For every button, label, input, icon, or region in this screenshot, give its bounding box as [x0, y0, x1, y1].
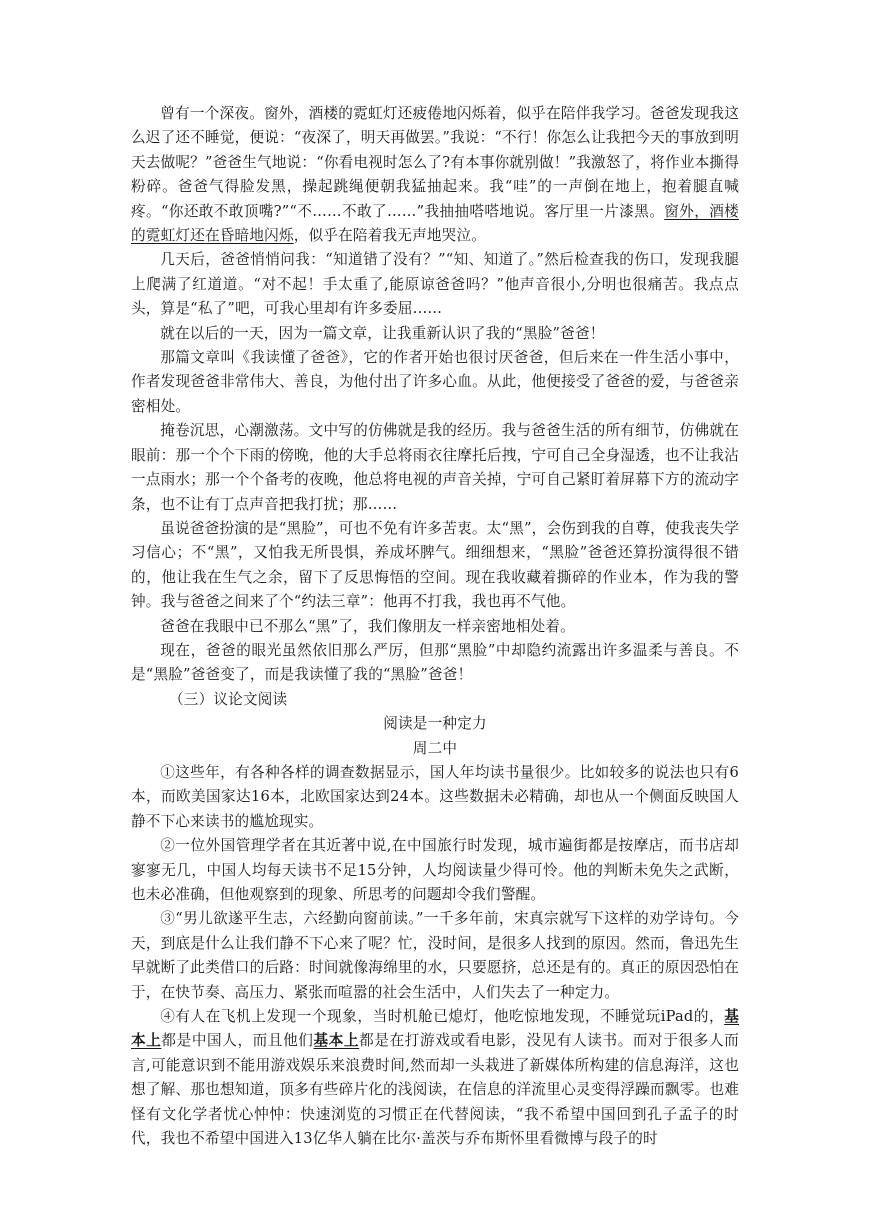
story-paragraph-8: 现在，爸爸的眼光虽然依旧那么严厉，但那“黑脸”中却隐约流露出许多温柔与善良。不是“黑脸”爸爸变了，而是我读懂了我的“黑脸”爸爸！: [131, 641, 739, 684]
essay-paragraph-3: ③“男儿欲遂平生志，六经勤向窗前读。”一千多年前，宋真宗就写下这样的劝学诗句。今天，到底是什么让我们静不下心来了呢？忙，没时间，是很多人找到的原因。然而，鲁迅先生早就断了此类借口的后路：时间就像海绵里的水，只要愿挤，总还是有的。真正的原因恐怕在于，在快节奏、高压力、紧张而喧嚣的社会生活中，人们失去了一种定力。: [131, 910, 739, 1001]
story-p1-text-a: 曾有一个深夜。窗外，酒楼的霓虹灯还疲倦地闪烁着，似乎在陪伴我学习。爸爸发现我这么迟了还不睡觉，便说：“夜深了，明天再做罢。”我说：“不行！你怎么让我把今天的事放到明天去做呢？”爸爸生气地说：“你看电视时怎么了?有本事你就别做！”我激怒了，将作业本撕得粉碎。爸爸气得脸发黑，操起跳绳便朝我猛抽起来。我“哇”的一声倒在地上，抱着腿直喊疼。“你还敢不敢顶嘴?”“不……不敢了……”我抽抽嗒嗒地说。客厅里一片漆黑。: [131, 105, 739, 220]
essay-title: 阅读是一种定力: [383, 715, 487, 733]
essay-paragraph-1: ①这些年，有各种各样的调查数据显示，国人年均读书量很少。比如较多的说法也只有6本，而欧美国家达16本，北欧国家达到24本。这些数据未必精确，却也从一个侧面反映国人静不下心来读书的尴尬现实。: [131, 763, 739, 830]
story-paragraph-1: [131, 102, 739, 248]
essay-paragraph-4: [131, 1005, 739, 1151]
essay-p4-emphasis-1: 基本上: [131, 1008, 739, 1050]
story-paragraph-2: 几天后，爸爸悄悄问我：“知道错了没有？”“知、知道了。”然后检查我的伤口，发现我腿上爬满了红道道。“对不起！手太重了,能原谅爸爸吗？”他声音很小,分明也很痛苦。我点点头，算是“私了”吧，可我心里却有许多委屈……: [131, 251, 739, 318]
story-paragraph-3: 就在以后的一天，因为一篇文章，让我重新认识了我的“黑脸”爸爸！: [160, 324, 605, 342]
document-page: [131, 102, 739, 1151]
story-paragraph-6: 虽说爸爸扮演的是“黑脸”，可也不免有许多苦衷。太“黑”，会伤到我的自尊，使我丧失学习信心；不“黑”，又怕我无所畏惧，养成坏脾气。细细想来，“黑脸”爸爸还算扮演得很不错的，他让我在生气之余，留下了反思悔悟的空间。现在我收藏着撕碎的作业本，作为我的警钟。我与爸爸之间来了个“约法三章”：他再不打我，我也再不气他。: [131, 519, 739, 611]
story-paragraph-5: 掩卷沉思，心潮激荡。文中写的仿佛就是我的经历。我与爸爸生活的所有细节，仿佛就在眼前：那一个个下雨的傍晚，他的大手总将雨衣往摩托后拽，宁可自己全身湿透，也不让我沾一点雨水；那一个个备考的夜晚，他总将电视的声音关掉，宁可自己紧盯着屏幕下方的流动字条，也不让有丁点声音把我打扰；那……: [131, 422, 739, 513]
essay-p4-emphasis-2: 基本上: [313, 1032, 360, 1050]
essay-p4-text-a: ④有人在飞机上发现一个现象，当时机舱已熄灯，他吃惊地发现，不睡觉玩iPad的，: [160, 1008, 725, 1026]
essay-p4-text-c: 都是在打游戏或看电影，没见有人读书。而对于很多人而言,可能意识到不能用游戏娱乐来浪费时间,然而却一头栽进了新媒体所构建的信息海洋，这也想了解、那也想知道，顶多有些碎片化的浅阅读，在信息的洋流里心灵变得浮躁而飘零。也难怪有文化学者忧心忡忡：快速浏览的习惯正在代替阅读，“我不希望中国回到孔子孟子的时代，我也不希望中国进入13亿华人躺在比尔·盖茨与乔布斯怀里看微博与段子的时: [131, 1032, 739, 1148]
essay-p4-text-b: 都是中国人，而且他们: [161, 1032, 314, 1050]
section-heading: （三）议论文阅读: [169, 690, 288, 708]
essay-author: 周二中: [412, 739, 458, 757]
story-p1-underlined-sentence: 窗外，酒楼的霓虹灯还在昏暗地闪烁: [131, 202, 739, 245]
story-paragraph-7: 爸爸在我眼中已不那么“黑”了，我们像朋友一样亲密地相处着。: [160, 617, 575, 635]
story-p1-text-b: ，似乎在陪着我无声地哭泣。: [293, 227, 487, 245]
story-paragraph-4: 那篇文章叫《我读懂了爸爸》，它的作者开始也很讨厌爸爸，但后来在一件生活小事中，作者发现爸爸非常伟大、善良，为他付出了许多心血。从此，他便接受了爸爸的爱，与爸爸亲密相处。: [131, 349, 739, 415]
essay-paragraph-2: ②一位外国管理学者在其近著中说,在中国旅行时发现，城市遍街都是按摩店，而书店却寥寥无几，中国人均每天读书不足15分钟，人均阅读量少得可怜。他的判断未免失之武断，也未必准确，但他观察到的现象、所思考的问题却令我们警醒。: [131, 837, 739, 903]
